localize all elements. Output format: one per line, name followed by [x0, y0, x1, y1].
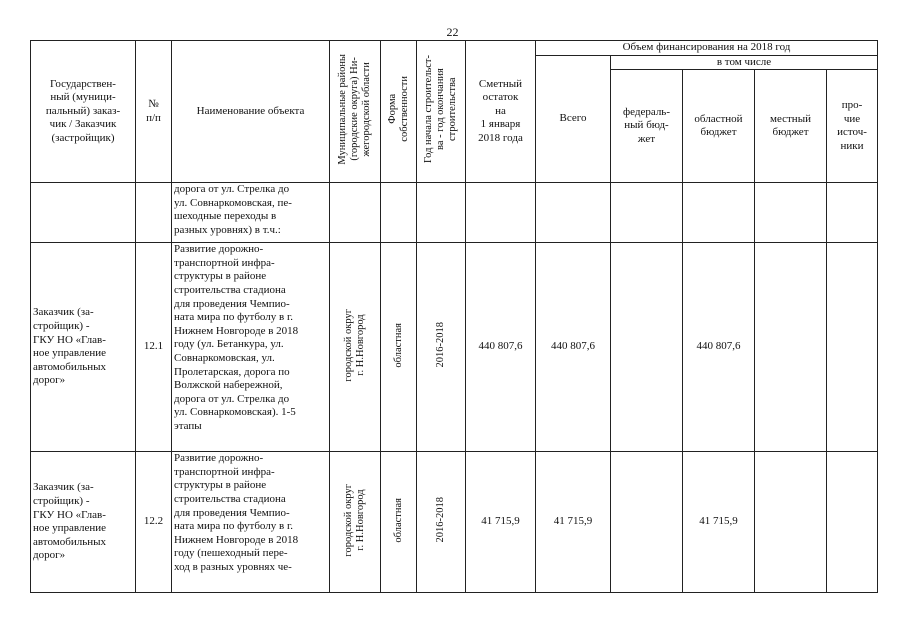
page-number: 22: [446, 25, 459, 39]
table-row: [31, 452, 878, 593]
row-years: 2016-2018: [435, 497, 446, 543]
header-ownership: Форма собственности: [386, 76, 410, 143]
funding-table: [30, 40, 878, 593]
header-customer: Государствен- ный (муници- пальный) заказ- чик / Заказчик (застройщик): [31, 41, 136, 183]
row-other: [827, 452, 878, 593]
row-other: [827, 243, 878, 452]
row-district-cell: [330, 452, 381, 593]
row-name: Развитие дорожно- транспортной инфра- структуры в районе строительства стадиона для проведения Чемпио- ната мира по футболу в г. Нижнем Новгороде в 2018 году (пешеходный пере- ход в разных уровнях че-: [172, 452, 330, 593]
row-years-cell: [417, 183, 466, 243]
row-ownership: областная: [392, 497, 404, 543]
header-funding: Объем финансирования на 2018 год: [536, 41, 878, 56]
header-district-cell: [330, 41, 381, 183]
row-federal: [611, 183, 683, 243]
header-local: местный бюджет: [755, 70, 827, 183]
row-ownership: областная: [392, 322, 404, 368]
header-other: про- чие источ- ники: [827, 70, 878, 183]
row-years: 2016-2018: [435, 322, 446, 368]
row-other: [827, 183, 878, 243]
header-years: Год начала строительст- ва - год окончания строительства: [423, 55, 458, 164]
row-total: 440 807,6: [536, 243, 611, 452]
row-num: 12.2: [136, 452, 172, 593]
header-including: в том числе: [611, 55, 878, 70]
row-total: 41 715,9: [536, 452, 611, 593]
row-balance: 41 715,9: [466, 452, 536, 593]
row-district-cell: [330, 243, 381, 452]
row-local: [755, 243, 827, 452]
row-num: 12.1: [136, 243, 172, 452]
header-regional: областной бюджет: [683, 70, 755, 183]
row-name: Развитие дорожно- транспортной инфра- структуры в районе строительства стадиона для проведения Чемпио- ната мира по футболу в г. Нижнем Новгороде в 2018 году (ул. Бетанкура, ул. Совнаркомовская, ул. Пролетарская, дорога по Волжской набережной, дорога от ул. Стрелка до ул. Совнаркомовская). 1-5 этапы: [172, 243, 330, 452]
header-row-1: [31, 41, 878, 56]
table-row: [31, 243, 878, 452]
row-balance: 440 807,6: [466, 243, 536, 452]
header-name: Наименование объекта: [172, 41, 330, 183]
row-customer: Заказчик (за- стройщик) - ГКУ НО «Глав- ное управление автомобильных дорог»: [31, 243, 136, 452]
row-ownership-cell: [381, 452, 417, 593]
header-district: Муниципальные районы (городские округа) Ни- жегородской области: [337, 53, 372, 165]
header-ownership-cell: [381, 41, 417, 183]
row-regional: 440 807,6: [683, 243, 755, 452]
row-regional: [683, 183, 755, 243]
header-total: Всего: [536, 55, 611, 183]
table-row: [31, 183, 878, 243]
row-ownership-cell: [381, 183, 417, 243]
row-years-cell: [417, 243, 466, 452]
row-district-cell: [330, 183, 381, 243]
row-customer: Заказчик (за- стройщик) - ГКУ НО «Глав- ное управление автомобильных дорог»: [31, 452, 136, 593]
row-regional: 41 715,9: [683, 452, 755, 593]
header-balance: Сметный остаток на 1 января 2018 года: [466, 41, 536, 183]
row-district: городской округ г. Н.Новгород: [343, 308, 366, 382]
row-ownership-cell: [381, 243, 417, 452]
header-years-cell: [417, 41, 466, 183]
header-federal: федераль- ный бюд- жет: [611, 70, 683, 183]
row-federal: [611, 452, 683, 593]
row-customer: [31, 183, 136, 243]
row-local: [755, 183, 827, 243]
row-district: городской округ г. Н.Новгород: [343, 483, 366, 557]
row-years-cell: [417, 452, 466, 593]
row-federal: [611, 243, 683, 452]
row-name: дорога от ул. Стрелка до ул. Совнаркомовская, пе- шеходные переходы в разных уровнях) в т.ч.:: [172, 183, 330, 243]
row-balance: [466, 183, 536, 243]
header-num: № п/п: [136, 41, 172, 183]
row-local: [755, 452, 827, 593]
row-total: [536, 183, 611, 243]
row-num: [136, 183, 172, 243]
